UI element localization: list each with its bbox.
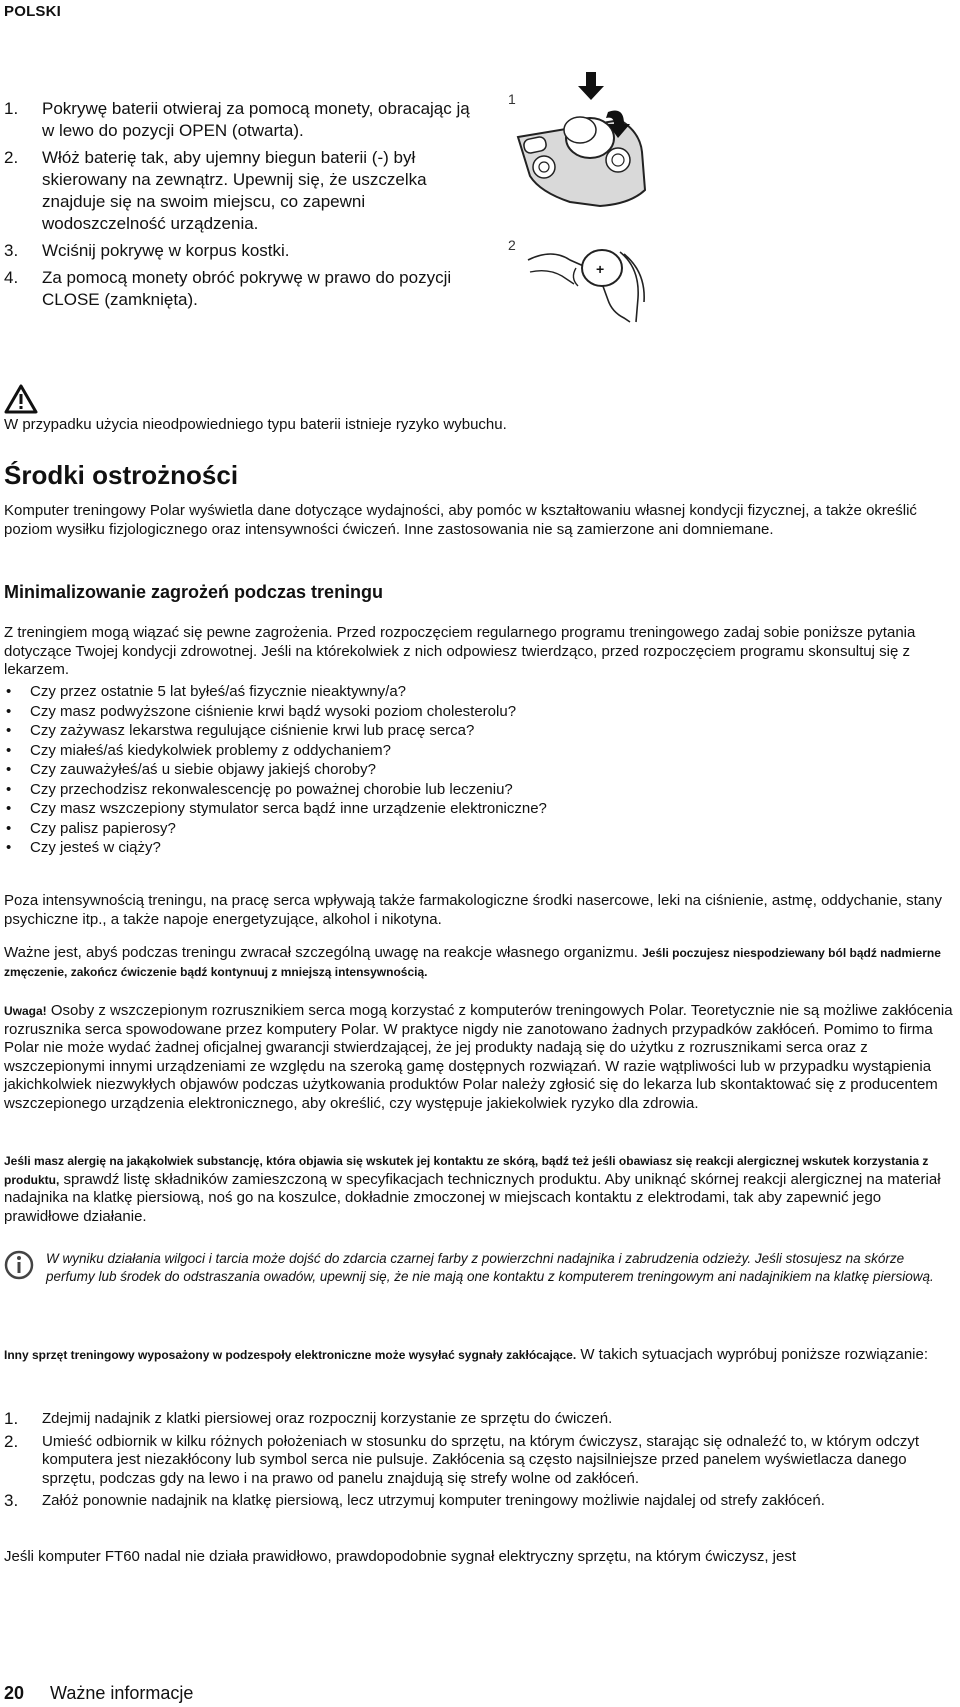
intensity-paragraph: Poza intensywnością treningu, na pracę serca wpływają także farmakologiczne środki nasercowe, leki na ciśnienie, astmę, oddychanie, stany psychiczne itp., a także napoje energetyzujące, alkohol i nikotyna. xyxy=(4,892,942,928)
battery-step: 1. Pokrywę baterii otwieraj za pomocą monety, obracając ją w lewo do pozycji OPEN (otwarta). xyxy=(4,99,470,140)
pacemaker-text: Osoby z wszczepionym rozrusznikiem serca mogą korzystać z komputerów treningowych Polar. Teoretycznie nie są możliwe zakłócenia rozrusznika serca spowodowane przez komputery Polar. W praktyce nigdy nie zanotowano żadnych przypadków zakłóceń. Pomimo to firma Polar nie może wydać żadnej oficjalnej gwarancji stwierdzającej, że jej produkty nadają się do użytku z rozrusznikami serca oraz z wszczepionymi innymi urządzeniami ze względu na szeroką gamę dostępnych rozwiązań. W razie wątpliwości lub w przypadku wystąpienia jakichkolwiek niezwykłych objawów podczas użytkowania produktów Polar należy zgłosić się do lekarza lub skontaktować się z producentem wszczepionego urządzenia elektronicznego, aby określić, czy występuje jakiekolwiek ryzyko dla zdrowia. xyxy=(4,1002,953,1112)
health-questions-list xyxy=(4,682,904,858)
allergy-bold-text: Jeśli masz alergię na jakąkolwiek substancję, która objawia się wskutek jej kontaktu ze skórą, bądź też jeśli obawiasz się reakcji alergicznej wskutek korzystania z produktu, xyxy=(4,1154,929,1187)
health-question: • Czy miałeś/aś kiedykolwiek problemy z oddychaniem? xyxy=(4,741,904,761)
info-icon xyxy=(4,1250,34,1285)
interference-intro xyxy=(4,1346,959,1365)
attention-paragraph xyxy=(4,944,954,981)
battery-step-text: Za pomocą monety obróć pokrywę w prawo do pozycji CLOSE (zamknięta). xyxy=(42,268,452,309)
battery-illustration xyxy=(500,72,660,352)
health-question: • Czy przez ostatnie 5 lat byłeś/aś fizycznie nieaktywny/a? xyxy=(4,682,904,702)
illustration-label-1: 1 xyxy=(508,91,516,107)
attention-text: Ważne jest, abyś podczas treningu zwracał szczególną uwagę na reakcje własnego organizmu. xyxy=(4,944,638,961)
health-question: • Czy zauważyłeś/aś u siebie objawy jakiejś choroby? xyxy=(4,760,904,780)
illustration-label-2: 2 xyxy=(508,237,516,253)
interference-step-text: Załóż ponownie nadajnik na klatkę piersiową, lecz utrzymuj komputer treningowy możliwie najdalej od strefy zakłóceń. xyxy=(42,1492,825,1509)
battery-step: 4. Za pomocą monety obróć pokrywę w prawo do pozycji CLOSE (zamknięta). xyxy=(4,268,452,309)
health-question: • Czy jesteś w ciąży? xyxy=(4,838,904,858)
page-footer xyxy=(4,1683,193,1704)
health-question: • Czy przechodzisz rekonwalescencję po poważnej chorobie lub leczeniu? xyxy=(4,780,904,800)
health-question: • Czy zażywasz lekarstwa regulujące ciśnienie krwi lub pracę serca? xyxy=(4,721,904,741)
interference-bold-text: Inny sprzęt treningowy wyposażony w podzespoły elektroniczne może wysyłać sygnały zakłócające. xyxy=(4,1348,577,1362)
svg-text:+: + xyxy=(596,261,605,277)
precautions-title: Środki ostrożności xyxy=(4,460,239,490)
battery-step-text: Pokrywę baterii otwieraj za pomocą monety, obracając ją w lewo do pozycji OPEN (otwarta). xyxy=(42,99,470,140)
battery-illustration-drawing xyxy=(500,72,660,352)
health-question: • Czy palisz papierosy? xyxy=(4,819,904,839)
battery-step-text: Wciśnij pokrywę w korpus kostki. xyxy=(42,241,290,260)
battery-step-text: Włóż baterię tak, aby ujemny biegun baterii (-) był skierowany na zewnątrz. Upewnij się, że uszczelka znajduje się na swoim miejscu, co zapewni wodoszczelność urządzenia. xyxy=(42,148,427,233)
interference-text: W takich sytuacjach wypróbuj poniższe rozwiązanie: xyxy=(576,1346,929,1363)
page-header-label: POLSKI xyxy=(4,3,62,20)
interference-closing: Jeśli komputer FT60 nadal nie działa prawidłowo, prawdopodobnie sygnał elektryczny sprzętu, na którym ćwiczysz, jest xyxy=(4,1548,797,1565)
risk-intro: Z treningiem mogą wiązać się pewne zagrożenia. Przed rozpoczęciem regularnego programu treningowego zadaj sobie poniższe pytania dotyczące Twojej kondycji zdrowotnej. Jeśli na którekolwiek z nich odpowiesz twierdząco, przed rozpoczęciem programu skonsultuj się z lekarzem. xyxy=(4,624,916,678)
interference-step-text: Umieść odbiornik w kilku różnych położeniach w stosunku do sprzętu, na którym ćwiczysz, starając się odnaleźć to, w którym odczyt komputera jest niezakłócony lub symbol serca nie pulsuje. Zakłócenia są często najsilniejsze przed panelem wyświetlacza danego sprzętu, podczas gdy na lewo i na prawo od panelu znajdują się strefy wolne od zakłóceń. xyxy=(42,1432,920,1487)
health-question: • Czy masz podwyższone ciśnienie krwi bądź wysoki poziom cholesterolu? xyxy=(4,702,904,722)
health-question: • Czy masz wszczepiony stymulator serca bądź inne urządzenie elektroniczne? xyxy=(4,799,904,819)
allergy-paragraph xyxy=(4,1152,959,1226)
battery-warning-text: W przypadku użycia nieodpowiedniego typu baterii istnieje ryzyko wybuchu. xyxy=(4,416,507,433)
interference-step: 1. Zdejmij nadajnik z klatki piersiowej oraz rozpocznij korzystanie ze sprzętu do ćwiczeń. xyxy=(4,1409,613,1428)
info-note-text: W wyniku działania wilgoci i tarcia może dojść do zdarcia czarnej farby z powierzchni nadajnika i zabrudzenia odzieży. Jeśli stosujesz na skórze perfumy lub środek do odstraszania owadów, upewnij się, że nie mają one kontaktu z komputerem treningowym ani nadajnikiem na klatkę piersiową. xyxy=(46,1251,934,1284)
interference-step: 2. Umieść odbiornik w kilku różnych położeniach w stosunku do sprzętu, na którym ćwiczysz, starając się odnaleźć to, w którym odczyt komputera jest niezakłócony lub symbol serca nie pulsuje. Zakłócenia są często najsilniejsze przed panelem wyświetlacza danego sprzętu, podczas gdy na lewo i na prawo od panelu znajdują się strefy wolne od zakłóceń. xyxy=(4,1431,920,1487)
battery-step: 2. Włóż baterię tak, aby ujemny biegun baterii (-) był skierowany na zewnątrz. Upewnij się, że uszczelka znajduje się na swoim miejscu, co zapewni wodoszczelność urządzenia. xyxy=(4,148,427,233)
battery-step: 3. Wciśnij pokrywę w korpus kostki. xyxy=(4,241,290,260)
caution-label: Uwaga! xyxy=(4,1004,47,1018)
interference-steps-list xyxy=(4,1410,944,1511)
interference-step: 3. Załóż ponownie nadajnik na klatkę piersiową, lecz utrzymuj komputer treningowy możliwie najdalej od strefy zakłóceń. xyxy=(4,1491,825,1510)
risk-section-title: Minimalizowanie zagrożeń podczas treningu xyxy=(4,582,384,602)
interference-step-text: Zdejmij nadajnik z klatki piersiowej oraz rozpocznij korzystanie ze sprzętu do ćwiczeń. xyxy=(42,1410,613,1427)
precautions-intro: Komputer treningowy Polar wyświetla dane dotyczące wydajności, aby pomóc w kształtowaniu własnej kondycji fizycznej, a także określić poziom wysiłku fizjologicznego oraz intensywności ćwiczeń. Inne zastosowania nie są zamierzone ani domniemane. xyxy=(4,502,917,538)
attention-bold-text: Jeśli poczujesz niespodziewany ból bądź nadmierne zmęczenie, zakończ ćwiczenie bądź kontynuuj z mniejszą intensywnością. xyxy=(4,946,941,979)
battery-steps-list xyxy=(4,98,472,311)
allergy-text: sprawdź listę składników zamieszczoną w specyfikacjach technicznych produktu. Aby uniknąć skórnej reakcji alergicznej na materiał nadajnika na klatkę piersiową, noś go na koszulce, dokładnie zmoczonej w miejscach kontaktu z elektrodami, tak aby zapewnić jego prawidłowe działanie. xyxy=(4,1170,941,1225)
pacemaker-paragraph xyxy=(4,1002,954,1113)
warning-icon xyxy=(4,384,38,419)
footer-section-title: Ważne informacje xyxy=(50,1683,194,1703)
page-number: 20 xyxy=(4,1683,25,1703)
